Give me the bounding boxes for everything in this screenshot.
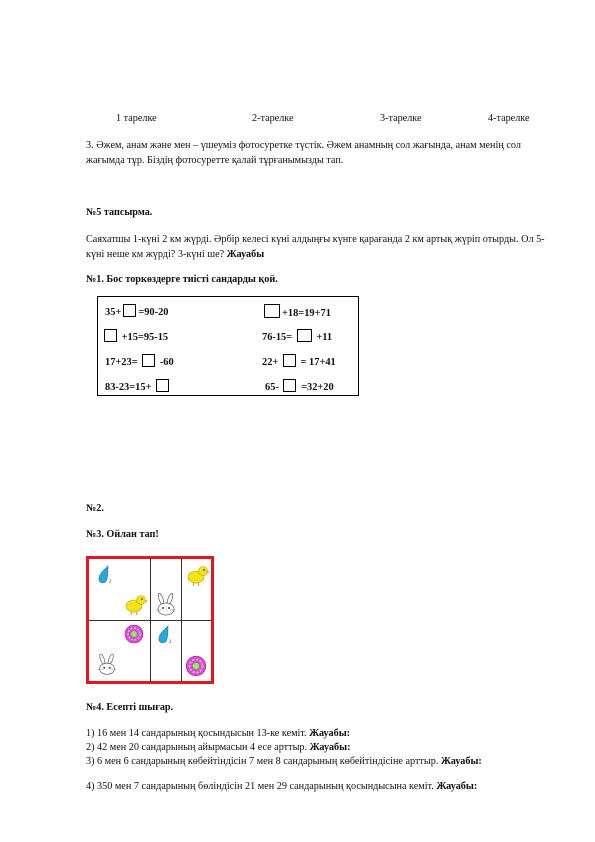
answer-box[interactable]: [264, 304, 280, 318]
equation-right-4: 65- =32+20: [265, 379, 334, 393]
svg-text:2: 2: [169, 640, 172, 645]
answer-box[interactable]: [156, 379, 169, 392]
task4-heading: №4. Есепті шығар.: [86, 702, 174, 713]
task1-heading: №1. Бос торкөздерге тиісті сандарды қой.: [86, 274, 278, 285]
answer-box[interactable]: [283, 379, 296, 392]
plate-label-1: 1 тарелке: [116, 113, 157, 124]
chick-icon: [184, 563, 210, 587]
task5-heading: №5 тапсырма.: [86, 207, 153, 218]
equation-table: [97, 296, 359, 396]
task5-question: Саяхатшы 1-күні 2 км жүрді. Әрбір келесі күні алдыңғы күнге қарағанда 2 км артық жүріп отырды. Ол 5-күні неше км жүрді? 3-күні ше?: [86, 234, 545, 260]
equation-left-4: 83-23=15+: [105, 379, 171, 393]
chick-icon: [123, 591, 149, 617]
rabbit-icon: [93, 653, 121, 677]
answer-box[interactable]: [104, 329, 117, 342]
rabbit-icon: [151, 593, 181, 617]
grid-line: [89, 620, 211, 621]
water-drop-icon: [155, 625, 173, 645]
plate-label-2: 2-тарелке: [252, 113, 294, 124]
task4-item-2: 2) 42 мен 20 сандарының айырмасын 4 есе арттыр. Жауабы:: [86, 742, 351, 753]
picture-puzzle-grid: [86, 556, 214, 684]
equation-right-1: +18=19+71: [262, 304, 331, 319]
task2-heading: №2.: [86, 503, 104, 514]
equation-left-3: 17+23= -60: [105, 354, 174, 368]
equation-right-2: 76-15= +11: [262, 329, 332, 343]
flower-icon: [123, 623, 145, 645]
plate-label-4: 4-тарелке: [488, 113, 530, 124]
answer-box[interactable]: [297, 329, 312, 342]
flower-icon: [184, 654, 208, 678]
task3-heading: №3. Ойлан тап!: [86, 529, 159, 540]
task4-item-1: 1) 16 мен 14 сандарының қосындысын 13-ке кеміт. Жауабы:: [86, 728, 351, 739]
equation-right-3: 22+ = 17+41: [262, 354, 336, 368]
answer-box[interactable]: [142, 354, 155, 367]
water-drop-icon: [95, 565, 113, 585]
svg-text:2: 2: [109, 580, 112, 585]
answer-box[interactable]: [283, 354, 296, 367]
answer-box[interactable]: [123, 304, 136, 317]
task4-item-3: 3) 6 мен 6 сандарының көбейтіндісін 7 мен 8 сандарының көбейтіндісіне арттыр. Жауабы:: [86, 756, 482, 767]
task5-text: [86, 232, 561, 262]
plate-label-3: 3-тарелке: [380, 113, 422, 124]
equation-left-1: 35+ =90-20: [105, 304, 168, 318]
task5-answer-label: Жауабы: [226, 249, 265, 260]
equation-left-2: +15=95-15: [102, 329, 168, 343]
task4-item-4: 4) 350 мен 7 сандарының бөліндісін 21 мен 29 сандарының қосындысына кеміт. Жауабы:: [86, 781, 478, 792]
photo-task-text: 3. Әжем, анам және мен – үшеуміз фотосуретке түстік. Әжем анамның сол жағында, анам менің сол жағымда тұр. Біздің фотосуретте қалай тұрғанымызды тап.: [86, 140, 521, 166]
